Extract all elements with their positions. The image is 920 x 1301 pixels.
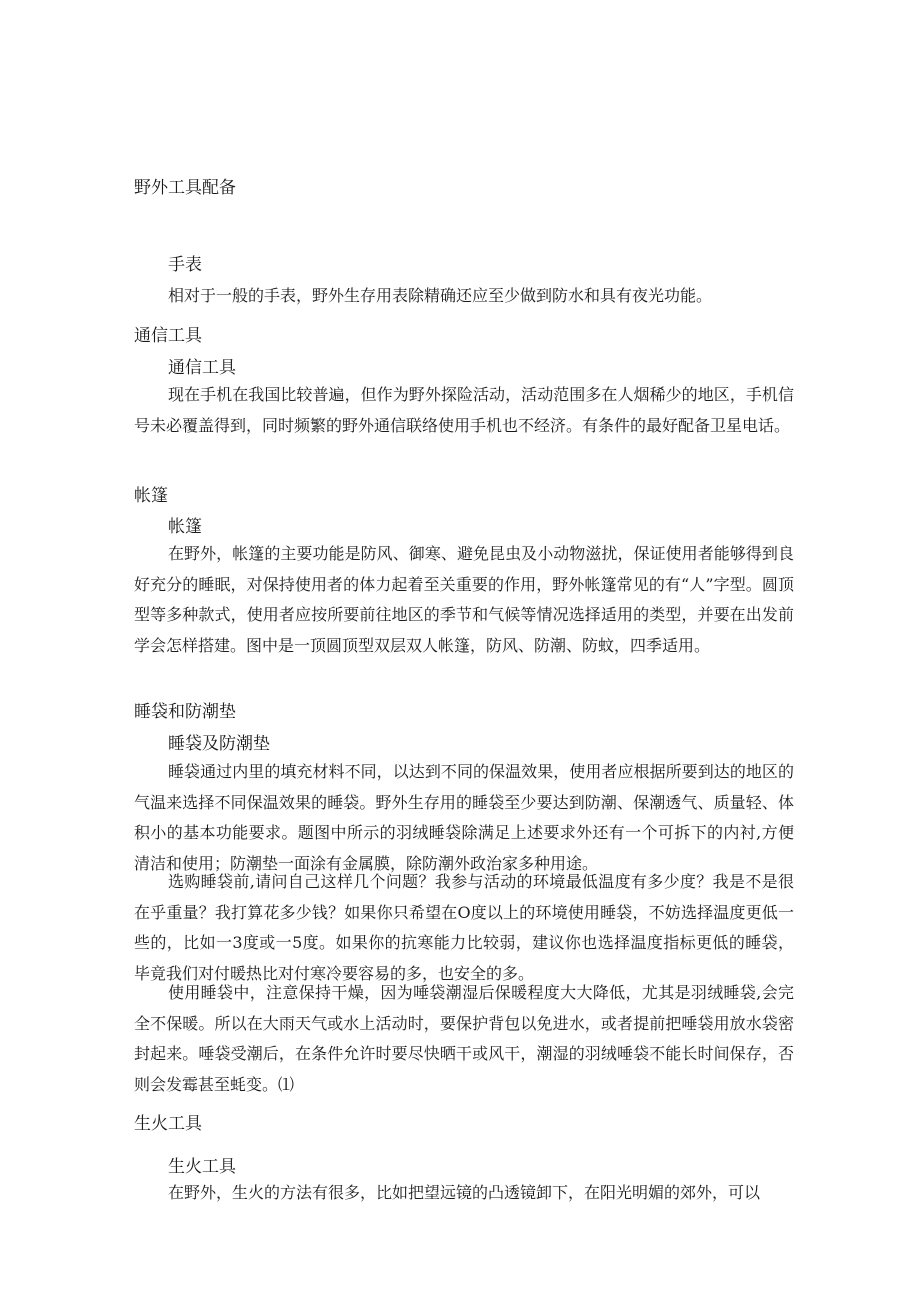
paragraph-tent: 在野外，帐篷的主要功能是防风、御寒、避免昆虫及小动物滋扰，保证使用者能够得到良好充分的睡眠，对保持使用者的体力起着至关重要的作用，野外帐篷常见的有“人”字型。圆顶型等多种款式，使用者应按所要前往地区的季节和气候等情况选择适用的类型，并要在出发前学会怎样搭建。图中是一顶圆顶型双层双人帐篷，防风、防潮、防蚊，四季适用。	[134, 544, 794, 655]
section-heading-fire-tools: 生火工具	[134, 1114, 202, 1134]
subheading-communication: 通信工具	[168, 358, 236, 378]
paragraph-fire-tools: 在野外，生火的方法有很多，比如把望远镜的凸透镜卸下，在阳光明媚的郊外，可以	[168, 1183, 761, 1202]
paragraph-watch: 相对于一般的手表，野外生存用表除精确还应至少做到防水和具有夜光功能。	[168, 286, 713, 305]
paragraph-sleeping-bag-3: 使用睡袋中，注意保持干燥，因为唾袋潮湿后保暖程度大大降低，尤其是羽绒睡袋,会完全不保暖。所以在大雨天气或水上活动时，要保护背包以免进水，或者提前把唾袋用放水袋密封起来。唾袋受潮后，在条件允许时要尽快晒干或风干，潮湿的羽绒唾袋不能长时间保存，否则会发霉甚至蚝变。⑴	[134, 983, 794, 1094]
paragraph-sleeping-bag-1: 睡袋通过内里的填充材料不同，以达到不同的保温效果，使用者应根据所要到达的地区的气温来选择不同保温效果的睡袋。野外生存用的睡袋至少要达到防潮、保潮透气、质量轻、体积小的基本功能要求。题图中所示的羽绒睡袋除满足上述要求外还有一个可拆下的内衬,方便清洁和使用；防潮垫一面涂有金属膜，除防潮外政治家多种用途。	[134, 762, 794, 873]
subheading-fire-tools: 生火工具	[168, 1157, 236, 1177]
subheading-sleeping-bag: 睡袋及防潮垫	[168, 734, 270, 754]
paragraph-communication: 现在手机在我国比较普遍，但作为野外探险活动，活动范围多在人烟稀少的地区，手机信号未必覆盖得到，同时频繁的野外通信联络使用手机也不经济。有条件的最好配备卫星电话。	[134, 385, 794, 435]
paragraph-sleeping-bag-2: 选购睡袋前,请问自己这样几个问题？我参与活动的环境最低温度有多少度？我是不是很在乎重量？我打算花多少钱？如果你只希望在O度以上的环境使用睡袋，不妨选择温度更低一些的，比如一3度或一5度。如果你的抗寒能力比较弱，建议你也选择温度指标更低的睡袋，毕竟我们对付暖热比对付寒冷要容易的多，也安全的多。	[134, 872, 794, 983]
document-title: 野外工具配备	[134, 178, 236, 198]
section-heading-sleeping-bag: 睡袋和防潮垫	[134, 702, 236, 722]
subheading-watch: 手表	[168, 255, 202, 275]
subheading-tent: 帐篷	[168, 517, 202, 537]
section-heading-tent: 帐篷	[134, 486, 168, 506]
section-heading-communication: 通信工具	[134, 326, 202, 346]
